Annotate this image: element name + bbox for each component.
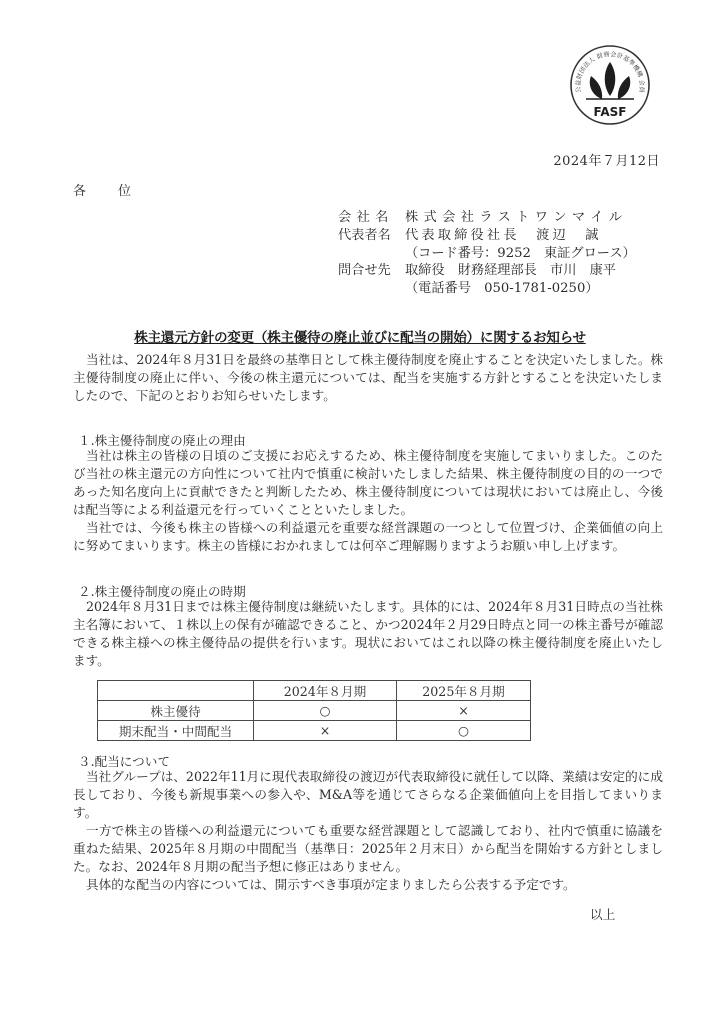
intro-paragraph: 当社は、2024年８月31日を最終の基準日として株主優待制度を廃止することを決定いたしました。株主優待制度の廃止に伴い、今後の株主還元については、配当を実施する方針とすることを決定いたしましたので、下記のとおりお知らせいたします。 bbox=[73, 352, 664, 403]
section-heading: １.株主優待制度の廃止の理由 bbox=[78, 433, 246, 448]
table-cell: × bbox=[254, 721, 397, 741]
company-name: 株式会社ラストワンマイル bbox=[405, 210, 628, 225]
section-body bbox=[73, 447, 663, 555]
company-info-row bbox=[338, 245, 636, 263]
addressee-part: 各 bbox=[73, 184, 87, 199]
fasf-logo-icon bbox=[569, 44, 651, 126]
section-paragraph: 当社では、今後も株主の皆様への利益還元を重要な経営課題の一つとして位置づけ、企業価値の向上に努めてまいります。株主の皆様におかれましては何卒ご理解賜りますようお願い申し上げます。 bbox=[73, 520, 663, 553]
table-cell: ○ bbox=[397, 721, 531, 741]
phone-number: （電話番号 050-1781-0250） bbox=[405, 281, 599, 297]
logo-ring-text: 公益財団法人 財務会計基準機構 会員 bbox=[574, 51, 646, 94]
benefit-dividend-table bbox=[97, 680, 531, 741]
section-paragraph: 当社グループは、2022年11月に現代表取締役の渡辺が代表取締役に就任して以降、業績は安定的に成長しており、今後も新規事業への参入や、M&A等を通じてさらなる企業価値向上を目指してまいります。 bbox=[73, 769, 663, 820]
table-header-cell bbox=[98, 681, 254, 701]
table-header-cell: 2024年８月期 bbox=[254, 681, 397, 701]
section-body bbox=[73, 598, 663, 670]
section-body bbox=[73, 768, 663, 894]
document-date: 2024年７月12日 bbox=[553, 154, 660, 169]
closing-mark: 以上 bbox=[590, 907, 616, 922]
addressee-part: 位 bbox=[118, 184, 132, 199]
company-info-row bbox=[338, 227, 636, 245]
table-row-label: 期末配当・中間配当 bbox=[98, 721, 254, 741]
section-paragraph: 2024年８月31日までは株主優待制度は継続いたします。具体的には、2024年８月31日時点の当社株主名簿において、１株以上の保有が確認できること、かつ2024年２月29日時点と同一の株主番号が確認できる株主様への株主優待品の提供を行います。現状においてはこれ以降の株主優待制度を廃止いたします。 bbox=[73, 599, 663, 668]
intro-paragraph-block bbox=[73, 351, 663, 405]
stock-code: （コード番号：9252 東証グロース） bbox=[405, 245, 636, 261]
table-cell: × bbox=[397, 701, 531, 721]
section-heading: ２.株主優待制度の廃止の時期 bbox=[78, 584, 246, 599]
document-title: 株主還元方針の変更（株主優待の廃止並びに配当の開始）に関するお知らせ bbox=[134, 330, 586, 346]
table-row-label: 株主優待 bbox=[98, 701, 254, 721]
table-header-row bbox=[98, 681, 531, 701]
company-info-block bbox=[338, 209, 636, 298]
fasf-member-logo bbox=[569, 44, 651, 126]
logo-text: FASF bbox=[593, 105, 627, 119]
company-info-row bbox=[338, 262, 636, 280]
table-cell: ○ bbox=[254, 701, 397, 721]
contact-person: 取締役 財務経理部長 市川 康平 bbox=[405, 263, 616, 279]
table-header-cell: 2025年８月期 bbox=[397, 681, 531, 701]
company-info-label: 問合せ先 bbox=[338, 263, 391, 279]
section-paragraph: 当社は株主の皆様の日頃のご支援にお応えするため、株主優待制度を実施してまいりました。このたび当社の株主還元の方向性について社内で慎重に検討いたしました結果、株主優待制度の目的の一つであった知名度向上に貢献できたと判断したため、株主優待制度については現状においては廃止し、今後は配当等による利益還元を行っていくことといたしました。 bbox=[73, 448, 663, 517]
section-paragraph: 一方で株主の皆様への利益還元についても重要な経営課題として認識しており、社内で慎重に協議を重ねた結果、2025年８月期の中間配当（基準日：2025年２月末日）から配当を開始する方針としました。なお、2024年８月期の配当予想に修正はありません。 bbox=[73, 823, 663, 874]
table-row bbox=[98, 721, 531, 741]
company-info-label: 会社名 bbox=[338, 210, 394, 225]
addressee bbox=[73, 180, 131, 199]
company-info-row bbox=[338, 280, 636, 298]
section-paragraph: 具体的な配当の内容については、開示すべき事項が定まりましたら公表する予定です。 bbox=[86, 877, 576, 892]
company-info-label bbox=[338, 245, 405, 263]
section-heading: ３.配当について bbox=[78, 754, 170, 769]
representative: 代表取締役社長 渡辺 誠 bbox=[405, 227, 602, 243]
company-info-label: 代表者名 bbox=[338, 227, 391, 243]
table-row bbox=[98, 701, 531, 721]
company-info-label bbox=[338, 280, 405, 298]
company-info-row bbox=[338, 209, 636, 227]
